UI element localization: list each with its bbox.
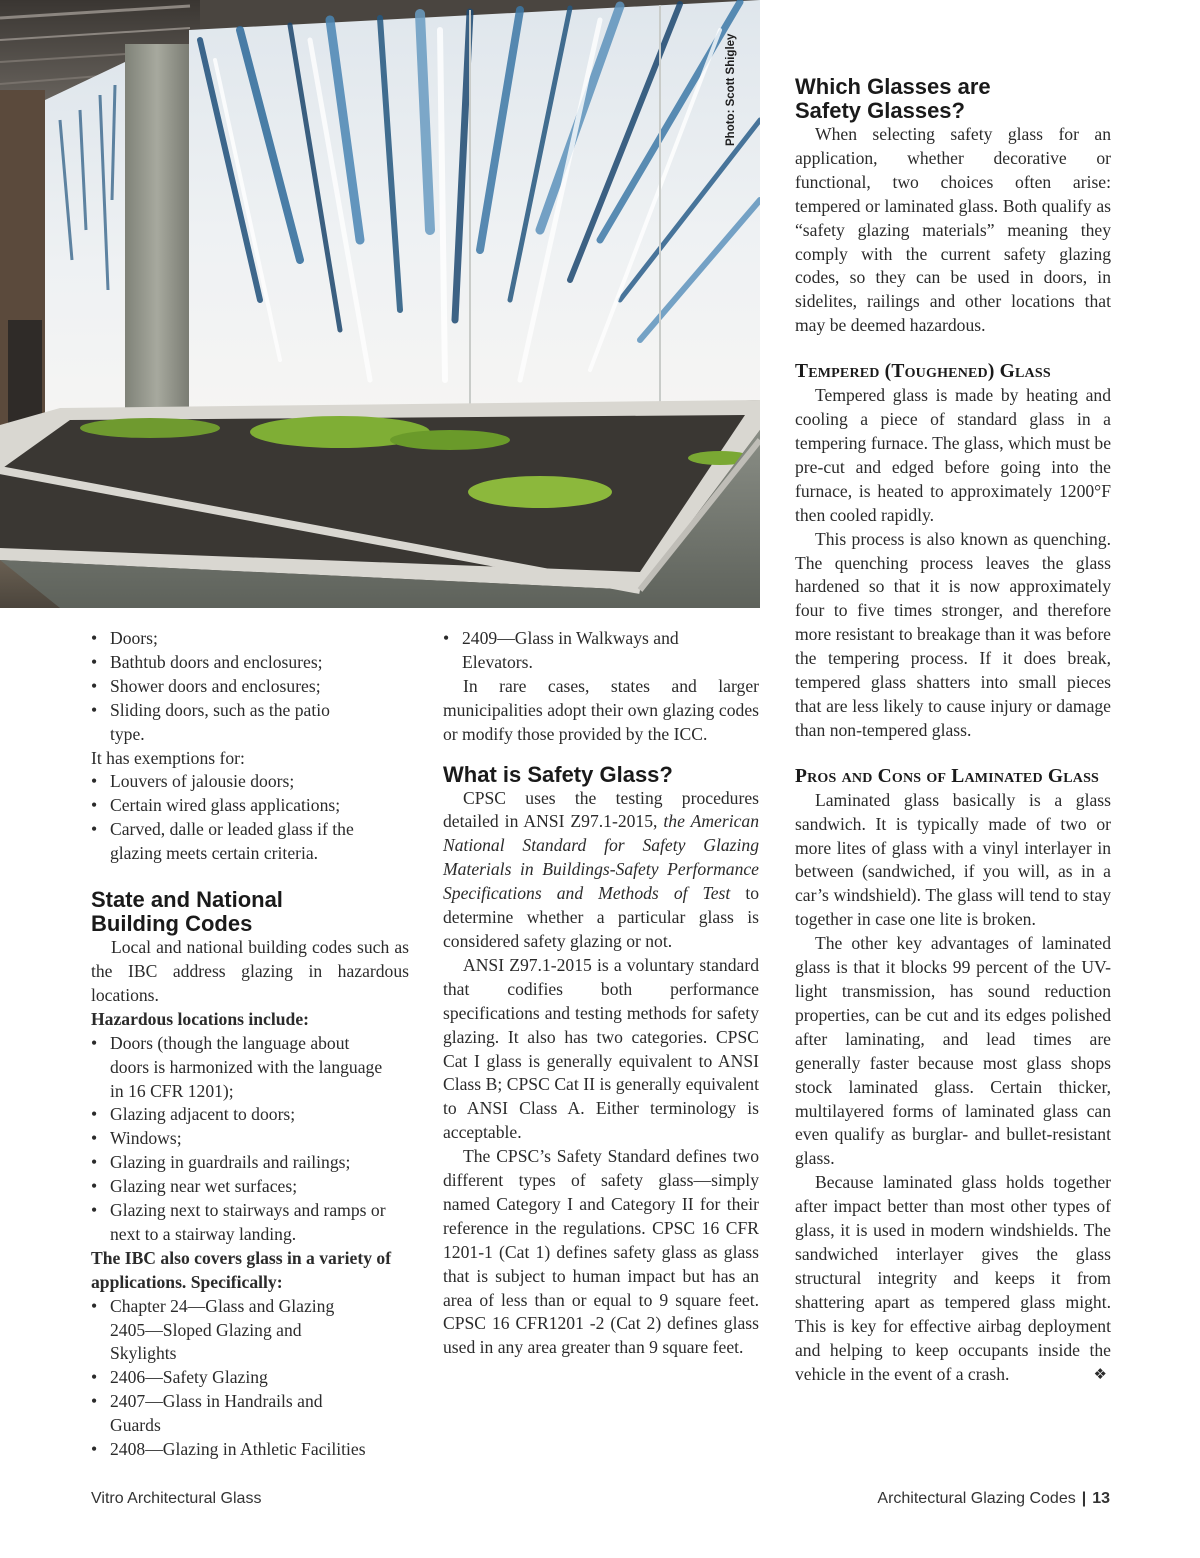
list-item: • Glazing in guardrails and railings; [91,1151,409,1175]
list-item: • Louvers of jalousie doors; [91,770,409,794]
door-list [91,627,409,747]
ibc-list-continued [443,627,759,675]
page-number: 13 [1092,1490,1110,1507]
hero-photo [0,0,760,608]
list-item: • 2408—Glazing in Athletic Facilities [91,1438,409,1462]
section-heading: State and National Building Codes [91,887,283,937]
body-paragraph: Tempered glass is made by heating and cooling a piece of standard glass in a tempering furnace. The glass, which must be pre-cut and edged before going into the furnace, is heated to approximately 1200°F then cooled rapidly. [795,385,1111,525]
exemptions-list [91,770,409,866]
section-heading: What is Safety Glass? [443,761,673,787]
list-item: • Carved, dalle or leaded glass if the glazing meets certain criteria. [91,818,409,866]
footer-title: Architectural Glazing Codes [877,1490,1076,1507]
list-item: • Sliding doors, such as the patio type. [91,699,330,747]
hazard-list [91,1032,409,1247]
body-paragraph [795,1171,1111,1386]
subheading: Tempered (Toughened) Glass [795,361,1051,383]
ibc-label: The IBC also covers glass in a variety of applications. Specifically: [91,1247,392,1292]
end-mark-icon: ❖ [1093,1364,1107,1383]
text-run: Because laminated glass holds together after impact better than most other types of glass, it is used in modern windshields. The sandwiched interlayer gives the glass structural integrity and keeps it from shattering apart as tempered glass might. This is key for effective airbag deployment and helping to keep occupants inside the vehicle in the event of a crash. [795,1172,1111,1384]
column-right [795,75,1111,1386]
list-item: • Doors (though the language about doors is harmonized with the language in 16 CFR 1201); [91,1032,385,1104]
section-heading: Which Glasses are Safety Glasses? [795,74,991,123]
body-paragraph: The other key advantages of laminated glass is that it blocks 99 percent of the UV-light transmission, has sound reduction properties, can be cut and its edges polished after laminating, and lead times are generally faster because most glass shops stock laminated glass. Certain thicker, multilayered forms of laminated glass can even qualify as burglar- and bullet-resistant glass. [795,933,1111,1169]
list-item: • 2407—Glass in Handrails and Guards [91,1390,360,1438]
hero-photo-illustration [0,0,760,608]
list-item: • 2409—Glass in Walkways and Elevators. [443,627,722,675]
standard-title: the American National Standard for Safety Glazing Materials in Buildings-Safety Performance Specifications and Methods of Test [443,811,759,904]
body-paragraph: In rare cases, states and larger municipalities adopt their own glazing codes or modify those provided by the ICC. [443,675,759,744]
photo-credit: Photo: Scott Shigley [725,34,737,147]
list-item: • Glazing near wet surfaces; [91,1175,409,1199]
column-middle [443,627,759,1360]
subheading: Pros and Cons of Laminated Glass [795,765,1100,787]
body-paragraph: The CPSC’s Safety Standard defines two different types of safety glass—simply named Category I and Category II for their reference in the regulations. CPSC 16 CFR 1201-1 (Cat 1) defines safety glass as glass that is subject to human impact but has an area of less than or equal to 9 square feet. CPSC 16 CFR1201 -2 (Cat 2) defines glass used in any area greater than 9 square feet. [443,1146,759,1358]
text-run: to determine whether a particular glass is considered safety glazing or not. [443,883,759,951]
body-paragraph: Local and national building codes such as the IBC address glazing in hazardous locations. [91,937,409,1005]
list-item: • Shower doors and enclosures; [91,675,409,699]
footer-section [877,1488,1110,1510]
footer-publisher: Vitro Architectural Glass [91,1490,262,1507]
column-left [91,627,409,1462]
list-item: • Windows; [91,1127,409,1151]
exemptions-label: It has exemptions for: [91,747,245,768]
hazard-label: Hazardous locations include: [91,1008,309,1029]
list-item: • Glazing next to stairways and ramps or next to a stairway landing. [91,1199,409,1247]
footer-separator: | [1081,1490,1087,1507]
list-item: • Bathtub doors and enclosures; [91,651,409,675]
body-paragraph: This process is also known as quenching. The quenching process leaves the glass hardened so that it is now approximately four to five times stronger, and therefore more resistant to breakage than it was before the tempering process. If it does break, tempered glass shatters into small pieces that are less likely to cause injury or damage than non-tempered glass. [795,528,1111,740]
body-paragraph [443,787,759,954]
body-paragraph: ANSI Z97.1-2015 is a voluntary standard that codifies both performance specifications and testing methods for safety glazing. It also has two categories. CPSC Cat I glass is generally equivalent to ANSI Class B; CPSC Cat II is generally equivalent to ANSI Class A. Either terminology is acceptable. [443,954,759,1143]
list-item: • Certain wired glass applications; [91,794,409,818]
ibc-list [91,1295,409,1462]
list-item: • Doors; [91,627,409,651]
text-run: CPSC uses the testing procedures detailed in ANSI Z97.1-2015, [443,787,759,832]
list-item: • 2406—Safety Glazing [91,1366,409,1390]
list-item: • Glazing adjacent to doors; [91,1103,409,1127]
body-paragraph: When selecting safety glass for an application, whether decorative or functional, two choices often arise: tempered or laminated glass. Both qualify as “safety glazing materials” meaning they comply with the current safety glazing codes, so they can be used in doors, in sidelites, railings and other locations that may be deemed hazardous. [795,124,1111,336]
body-paragraph: Laminated glass basically is a glass sandwich. It is typically made of two or more lites of glass with a vinyl interlayer in between (sandwiched, if you will, as in a car’s windshield). The glass will tend to stay together in case one lite is broken. [795,789,1111,930]
list-item: • Chapter 24—Glass and Glazing 2405—Sloped Glazing and Skylights [91,1295,360,1367]
